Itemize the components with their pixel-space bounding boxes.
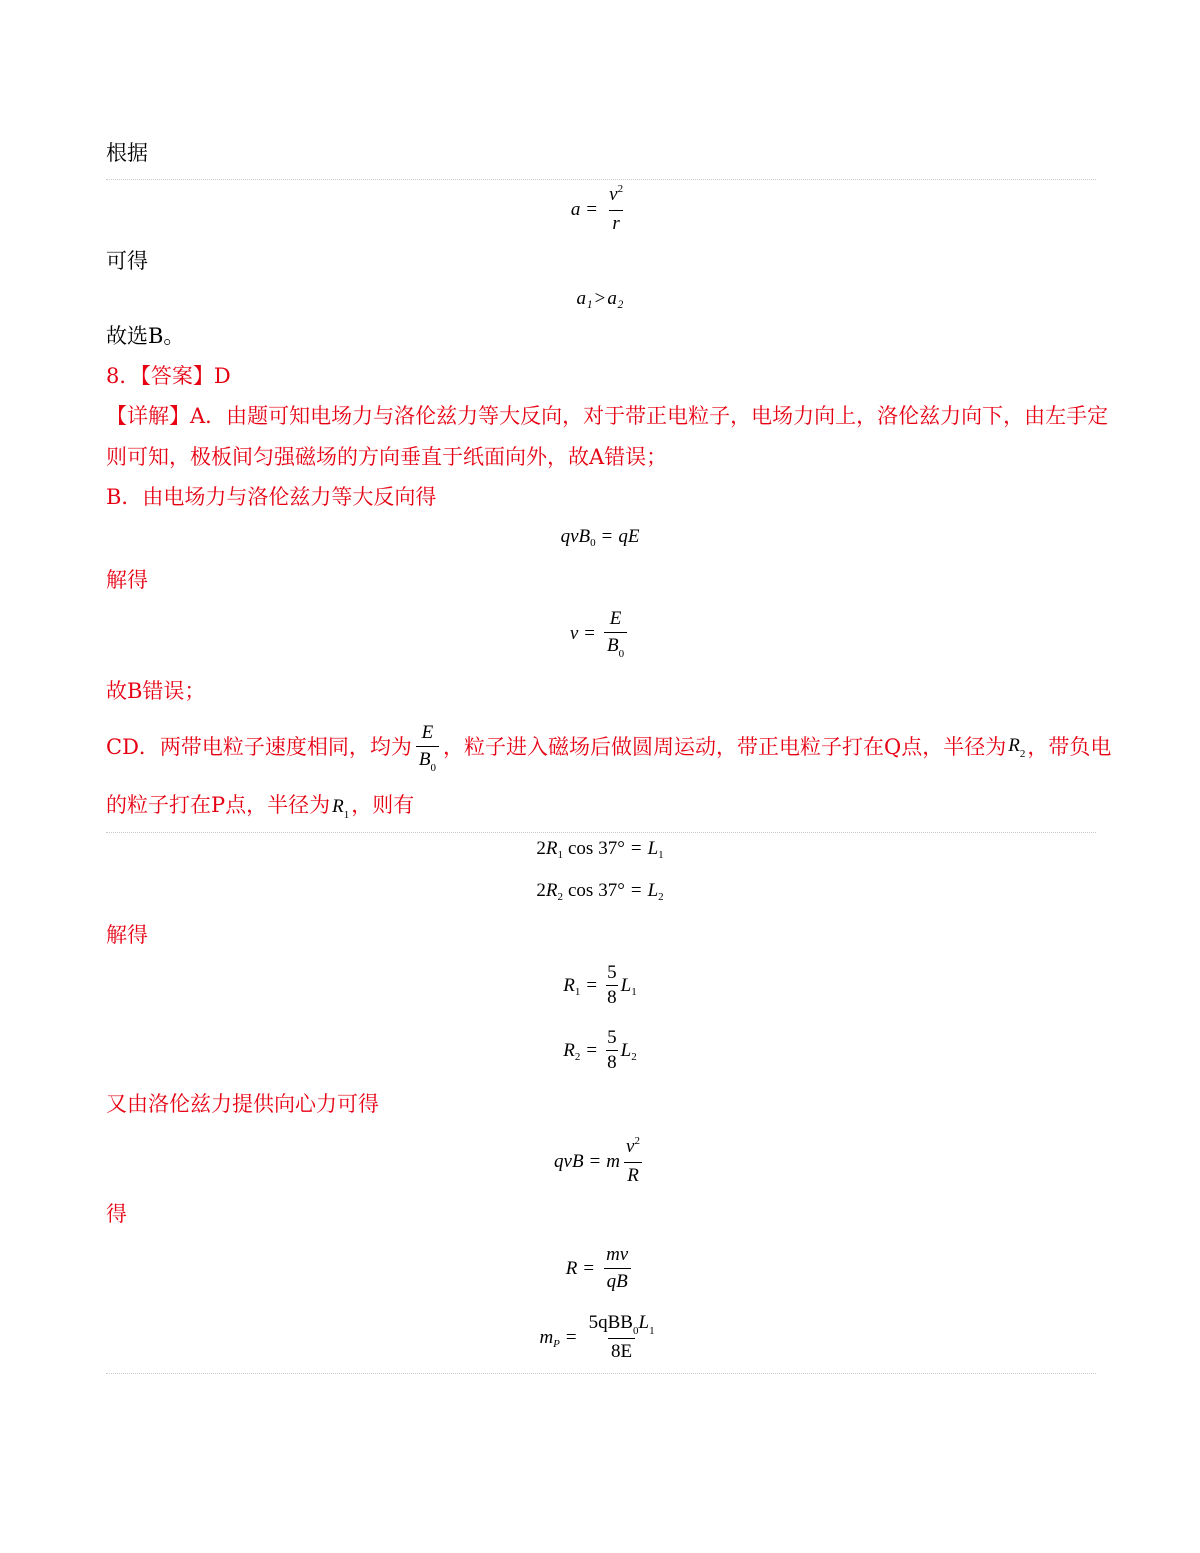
fraction: $\frac{5qBB_0L_1}{8E}$: [588, 1312, 655, 1362]
fraction: $\frac{E}{B_0}$: [604, 608, 627, 659]
equation-mass-p: m P = $\frac{5qBB_0L_1}{8E}$: [0, 1312, 1200, 1363]
text-lorentz-centripetal: 又由洛伦兹力提供向心力可得: [106, 1092, 379, 1116]
divider: [106, 179, 1096, 180]
equation-geometry-r1: 2 R 1 cos 37° = L 1: [536, 838, 664, 861]
math-equals: =: [586, 198, 598, 220]
option-cd-line2: 的粒子打在P点，半径为 $R_1$，则有: [106, 793, 415, 821]
inline-fraction-e-over-b0: $\frac{E}{B_0}$: [416, 722, 439, 773]
q8-detail-line2: 则可知，极板间匀强磁场的方向垂直于纸面向外，故A错误；: [106, 445, 668, 469]
q8-answer: 8．【答案】D: [106, 364, 231, 388]
equation-force-balance: q v B 0 = q E: [560, 526, 640, 549]
equation-geometry-r2: 2 R 2 cos 37° = L 2: [536, 880, 664, 903]
divider: [106, 1373, 1096, 1374]
option-b-line: B．由电场力与洛伦兹力等大反向得: [106, 485, 437, 509]
q8-detail-line1: 【详解】A．由题可知电场力与洛伦兹力等大反向，对于带正电粒子，电场力向上，洛伦兹力向下，由左手定: [106, 404, 1109, 428]
fraction: $\frac{5}{8}$: [607, 1027, 617, 1073]
equation-r2-result: R 2 = $\frac{5}{8}$ L 2: [563, 1027, 637, 1073]
equation-centripetal-acceleration: [0, 184, 1200, 235]
equation-radius: R = $\frac{mv}{qB}$: [0, 1244, 1200, 1293]
text-b-wrong: 故B错误；: [106, 679, 206, 703]
option-cd-line1: CD．两带电粒子速度相同，均为 $\frac{E}{B_0}$ ，粒子进入磁场后做圆周运动，带正电粒子打在Q点，半径为 $R_2$ ，带负电: [106, 721, 1112, 774]
equation-r1-result: R 1 = $\frac{5}{8}$ L 1: [563, 962, 637, 1008]
text-jiede-2: 解得: [106, 923, 148, 947]
text-kede: 可得: [106, 249, 148, 273]
fraction: $\frac{v^2}{R}$: [626, 1135, 640, 1186]
fraction: $\frac{5}{8}$: [607, 962, 617, 1008]
fraction: $\frac{mv}{qB}$: [603, 1244, 631, 1293]
divider: [106, 832, 1096, 833]
text-genju: 根据: [106, 141, 148, 165]
text-choose-b: 故选B。: [106, 324, 185, 348]
math-a: a: [570, 198, 581, 220]
equation-velocity: v = $\frac{E}{B_0}$: [0, 608, 1200, 659]
text-jiede-1: 解得: [106, 568, 148, 592]
equation-a1-gt-a2: a₁ > a₂: [576, 288, 624, 309]
equation-lorentz-centripetal: q v B = m $\frac{v^2}{R}$: [0, 1136, 1200, 1187]
fraction: $\frac{v^2}{r}$: [609, 183, 624, 234]
text-de: 得: [106, 1202, 127, 1226]
